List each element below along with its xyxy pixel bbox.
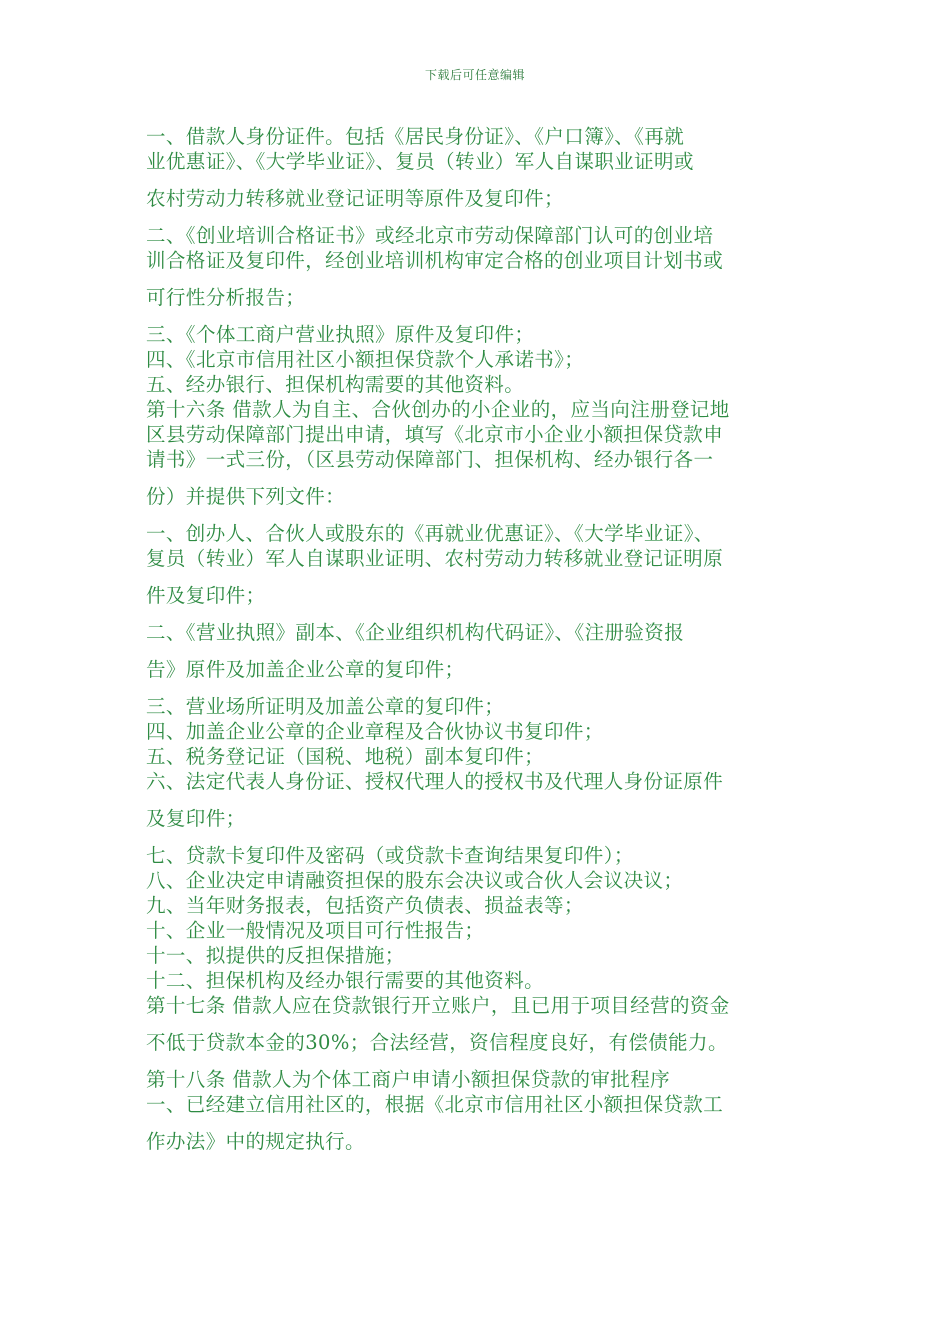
body-line: 五、经办银行、担保机构需要的其他资料。: [146, 373, 525, 396]
body-line: 三、《个体工商户营业执照》原件及复印件；: [146, 323, 535, 346]
body-line: 作办法》中的规定执行。: [146, 1130, 365, 1153]
body-line: 第十七条 借款人应在贷款银行开立账户，且已用于项目经营的资金: [146, 994, 730, 1017]
body-line: 一、创办人、合伙人或股东的《再就业优惠证》、《大学毕业证》、: [146, 522, 714, 545]
body-line: 复员（转业）军人自谋职业证明、农村劳动力转移就业登记证明原: [146, 547, 724, 570]
body-line: 业优惠证》、《大学毕业证》、复员（转业）军人自谋职业证明或: [146, 150, 694, 173]
body-line: 区县劳动保障部门提出申请，填写《北京市小企业小额担保贷款申: [146, 423, 724, 446]
body-line: 训合格证及复印件，经创业培训机构审定合格的创业项目计划书或: [146, 249, 724, 272]
body-line: 七、贷款卡复印件及密码（或贷款卡查询结果复印件）；: [146, 844, 634, 867]
body-line: 九、当年财务报表，包括资产负债表、损益表等；: [146, 894, 584, 917]
document-body: [146, 124, 816, 1154]
body-line: 四、《北京市信用社区小额担保贷款个人承诺书》；: [146, 348, 585, 371]
body-line: 件及复印件；: [146, 584, 266, 607]
body-line: 二、《创业培训合格证书》或经北京市劳动保障部门认可的创业培: [146, 224, 714, 247]
page-header: 下载后可任意编辑: [424, 68, 525, 82]
body-line: 告》原件及加盖企业公章的复印件；: [146, 658, 465, 681]
body-line: 第十六条 借款人为自主、合伙创办的小企业的，应当向注册登记地: [146, 398, 730, 421]
body-line: 八、企业决定申请融资担保的股东会决议或合伙人会议决议；: [146, 869, 684, 892]
body-line: 及复印件；: [146, 807, 246, 830]
body-line: 农村劳动力转移就业登记证明等原件及复印件；: [146, 187, 564, 210]
body-line: 十二、担保机构及经办银行需要的其他资料。: [146, 969, 545, 992]
body-line: 请书》一式三份，（区县劳动保障部门、担保机构、经办银行各一: [146, 448, 714, 471]
body-line: 一、借款人身份证件。包括《居民身份证》、《户口簿》、《再就: [146, 125, 685, 148]
body-line: 一、已经建立信用社区的，根据《北京市信用社区小额担保贷款工: [146, 1093, 724, 1116]
body-line: 第十八条 借款人为个体工商户申请小额担保贷款的审批程序: [146, 1068, 670, 1091]
body-line: 十、企业一般情况及项目可行性报告；: [146, 919, 485, 942]
body-line: 十一、拟提供的反担保措施；: [146, 944, 405, 967]
body-line: 五、税务登记证（国税、地税）副本复印件；: [146, 745, 545, 768]
body-line: 二、《营业执照》副本、《企业组织机构代码证》、《注册验资报: [146, 621, 685, 644]
body-line: 三、营业场所证明及加盖公章的复印件；: [146, 695, 505, 718]
body-line: 六、法定代表人身份证、授权代理人的授权书及代理人身份证原件: [146, 770, 724, 793]
body-line: 可行性分析报告；: [146, 286, 306, 309]
body-line: 四、加盖企业公章的企业章程及合伙协议书复印件；: [146, 720, 604, 743]
body-line: 份）并提供下列文件：: [146, 485, 346, 508]
body-line: 不低于贷款本金的30%；合法经营，资信程度良好，有偿债能力。: [146, 1031, 728, 1054]
